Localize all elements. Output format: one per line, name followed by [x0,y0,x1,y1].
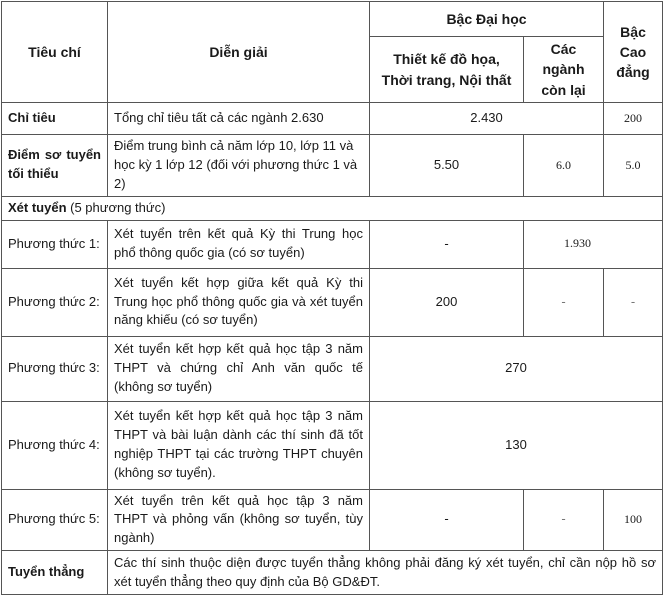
method-4-text: Xét tuyển kết hợp kết quả học tập 3 năm THPT và bài luận dành các thí sinh đã tốt nghiệp THPT tại các trường THPT chuyên (không sơ tuyển). [108,401,370,489]
header-criteria: Tiêu chí [2,2,108,103]
method-1-label: Phương thức 1: [2,220,108,268]
direct-admission-label: Tuyển thẳng [2,551,108,595]
direct-admission-text: Các thí sinh thuộc diện được tuyển thẳng không phải đăng ký xét tuyển, chỉ cần nộp hồ sơ xét tuyển thẳng theo quy định của Bộ GD&ĐT. [108,551,663,595]
method-2-text: Xét tuyển kết hợp giữa kết quả Kỳ thi Trung học phổ thông quốc gia và xét tuyển năng khiếu (có sơ tuyển) [108,268,370,336]
method-2-other: - [524,268,604,336]
header-explanation: Diễn giải [108,2,370,103]
quota-college: 200 [604,103,663,135]
method-5-text: Xét tuyển trên kết quả học tập 3 năm THPT và phỏng vấn (không sơ tuyển, tùy ngành) [108,489,370,551]
method-3-value: 270 [370,336,663,401]
method-5-other: - [524,489,604,551]
quota-text: Tổng chỉ tiêu tất cả các ngành 2.630 [108,103,370,135]
min-score-design: 5.50 [370,135,524,197]
min-score-other: 6.0 [524,135,604,197]
admission-table [1,1,663,595]
header-design-programs: Thiết kế đồ họa, Thời trang, Nội thất [370,37,524,103]
header-university: Bậc Đại học [370,2,604,37]
method-2-college: - [604,268,663,336]
method-2-design: 200 [370,268,524,336]
method-1-text: Xét tuyển trên kết quả Kỳ thi Trung học phổ thông quốc gia (có sơ tuyển) [108,220,370,268]
admission-label: Xét tuyển [8,199,67,215]
method-4-label: Phương thức 4: [2,401,108,489]
method-5-design: - [370,489,524,551]
min-score-label: Điểm sơ tuyển tối thiểu [2,135,108,197]
method-3-text: Xét tuyển kết hợp kết quả học tập 3 năm THPT và chứng chỉ Anh văn quốc tế (không sơ tuyển) [108,336,370,401]
method-3-label: Phương thức 3: [2,336,108,401]
method-5-label: Phương thức 5: [2,489,108,551]
method-1-design: - [370,220,524,268]
header-college: Bậc Cao đẳng [604,2,663,103]
admission-heading [2,196,663,220]
method-2-label: Phương thức 2: [2,268,108,336]
admission-note: (5 phương thức) [66,199,166,215]
method-1-other: 1.930 [524,220,663,268]
quota-university-total: 2.430 [370,103,604,135]
method-5-college: 100 [604,489,663,551]
quota-label: Chỉ tiêu [2,103,108,135]
min-score-text: Điểm trung bình cả năm lớp 10, lớp 11 và học kỳ 1 lớp 12 (đối với phương thức 1 và 2) [108,135,370,197]
method-4-value: 130 [370,401,663,489]
min-score-college: 5.0 [604,135,663,197]
header-other-programs: Các ngành còn lại [524,37,604,103]
